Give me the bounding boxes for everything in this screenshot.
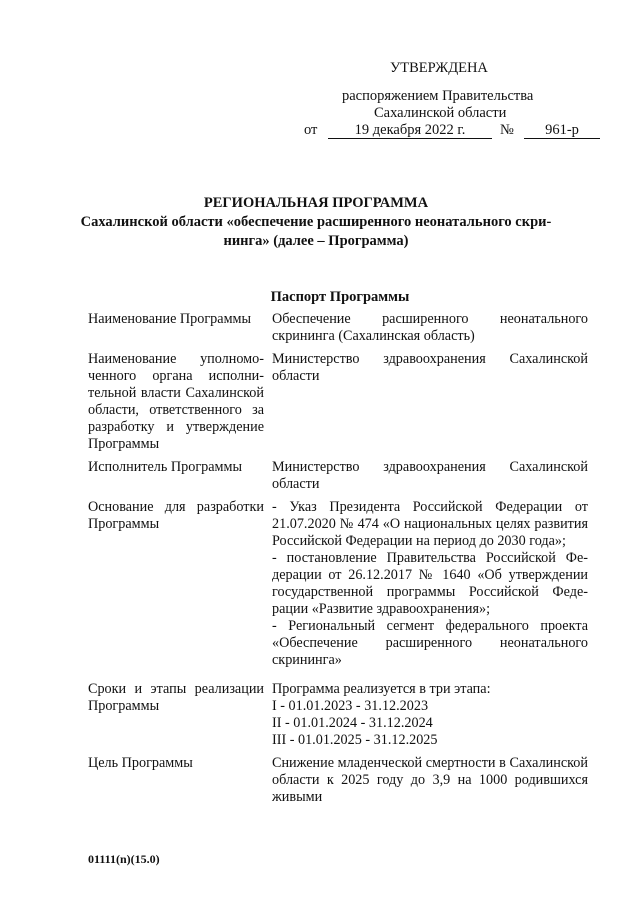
passport-value-line: - Региональный сегмент федерального проекта «Обеспечение расширенного неонатального скрининга»: [272, 618, 588, 668]
approval-date-number-row: [304, 122, 600, 142]
passport-value-line: Министерство здравоохранения Сахалинской области: [272, 351, 588, 384]
program-title: [40, 194, 592, 251]
approval-region: Сахалинской области: [374, 105, 507, 121]
program-title-line-3: нинга» (далее – Программа): [223, 233, 409, 249]
passport-row-authority: [88, 351, 588, 453]
passport-value-line: III - 01.01.2025 - 31.12.2025: [272, 732, 438, 748]
passport-value: [272, 499, 588, 669]
passport-value-line: Обеспечение расширенного неонатального скрининга (Сахалинская область): [272, 311, 588, 344]
passport-label: Наименование уполномоченного органа исполнительной власти Сахалинской области, ответственного за разработку и утверждение Программы: [88, 351, 264, 452]
passport-value-line: - постановление Правительства Российской Федерации от 26.12.2017 № 1640 «Об утверждении государственной программы Российской Федерации «Развитие здравоохранения»;: [272, 550, 588, 617]
passport-value-line: Министерство здравоохранения Сахалинской области: [272, 459, 588, 492]
passport-value: [272, 351, 588, 453]
passport-value-line: Снижение младенческой смертности в Сахалинской области к 2025 году до 3,9 на 1000 родившихся живыми: [272, 755, 588, 805]
approval-number-label: №: [500, 122, 514, 138]
passport-label: Сроки и этапы реализации Программы: [88, 681, 264, 714]
passport-heading: Паспорт Программы: [270, 289, 410, 305]
program-title-line-1: РЕГИОНАЛЬНАЯ ПРОГРАММА: [203, 195, 429, 211]
passport-value: [272, 755, 588, 806]
approval-number: 961-р: [524, 122, 600, 139]
passport-label: Основание для разработки Программы: [88, 499, 264, 532]
passport-row-goal: [88, 755, 588, 806]
approval-from-label: от: [304, 122, 318, 138]
passport-value-line: II - 01.01.2024 - 31.12.2024: [272, 715, 433, 731]
passport-label: Исполнитель Программы: [88, 459, 243, 475]
passport-value-line: Программа реализуется в три этапа:: [272, 681, 491, 697]
program-title-line-2: Сахалинской области «обеспечение расширенного неонатального скри-: [80, 214, 552, 230]
passport-row-basis: [88, 499, 588, 669]
passport-row-name: [88, 311, 588, 345]
footer-form-code: 01111(n)(15.0): [88, 852, 160, 866]
passport-table: [88, 311, 588, 806]
passport-label: Наименование Программы: [88, 311, 252, 327]
approval-title: УТВЕРЖДЕНА: [390, 60, 488, 76]
passport-value-line: - Указ Президента Российской Федерации от 21.07.2020 № 474 «О национальных целях развития Российской Федерации на период до 2030 года»;: [272, 499, 588, 549]
approval-date: 19 декабря 2022 г.: [328, 122, 492, 139]
approval-by: распоряжением Правительства: [342, 88, 534, 104]
passport-value: [272, 681, 588, 749]
passport-value: [272, 311, 588, 345]
passport-value: [272, 459, 588, 493]
passport-label: Цель Программы: [88, 755, 193, 771]
passport-row-terms: [88, 681, 588, 749]
passport-row-executor: [88, 459, 588, 493]
passport-value-line: I - 01.01.2023 - 31.12.2023: [272, 698, 429, 714]
